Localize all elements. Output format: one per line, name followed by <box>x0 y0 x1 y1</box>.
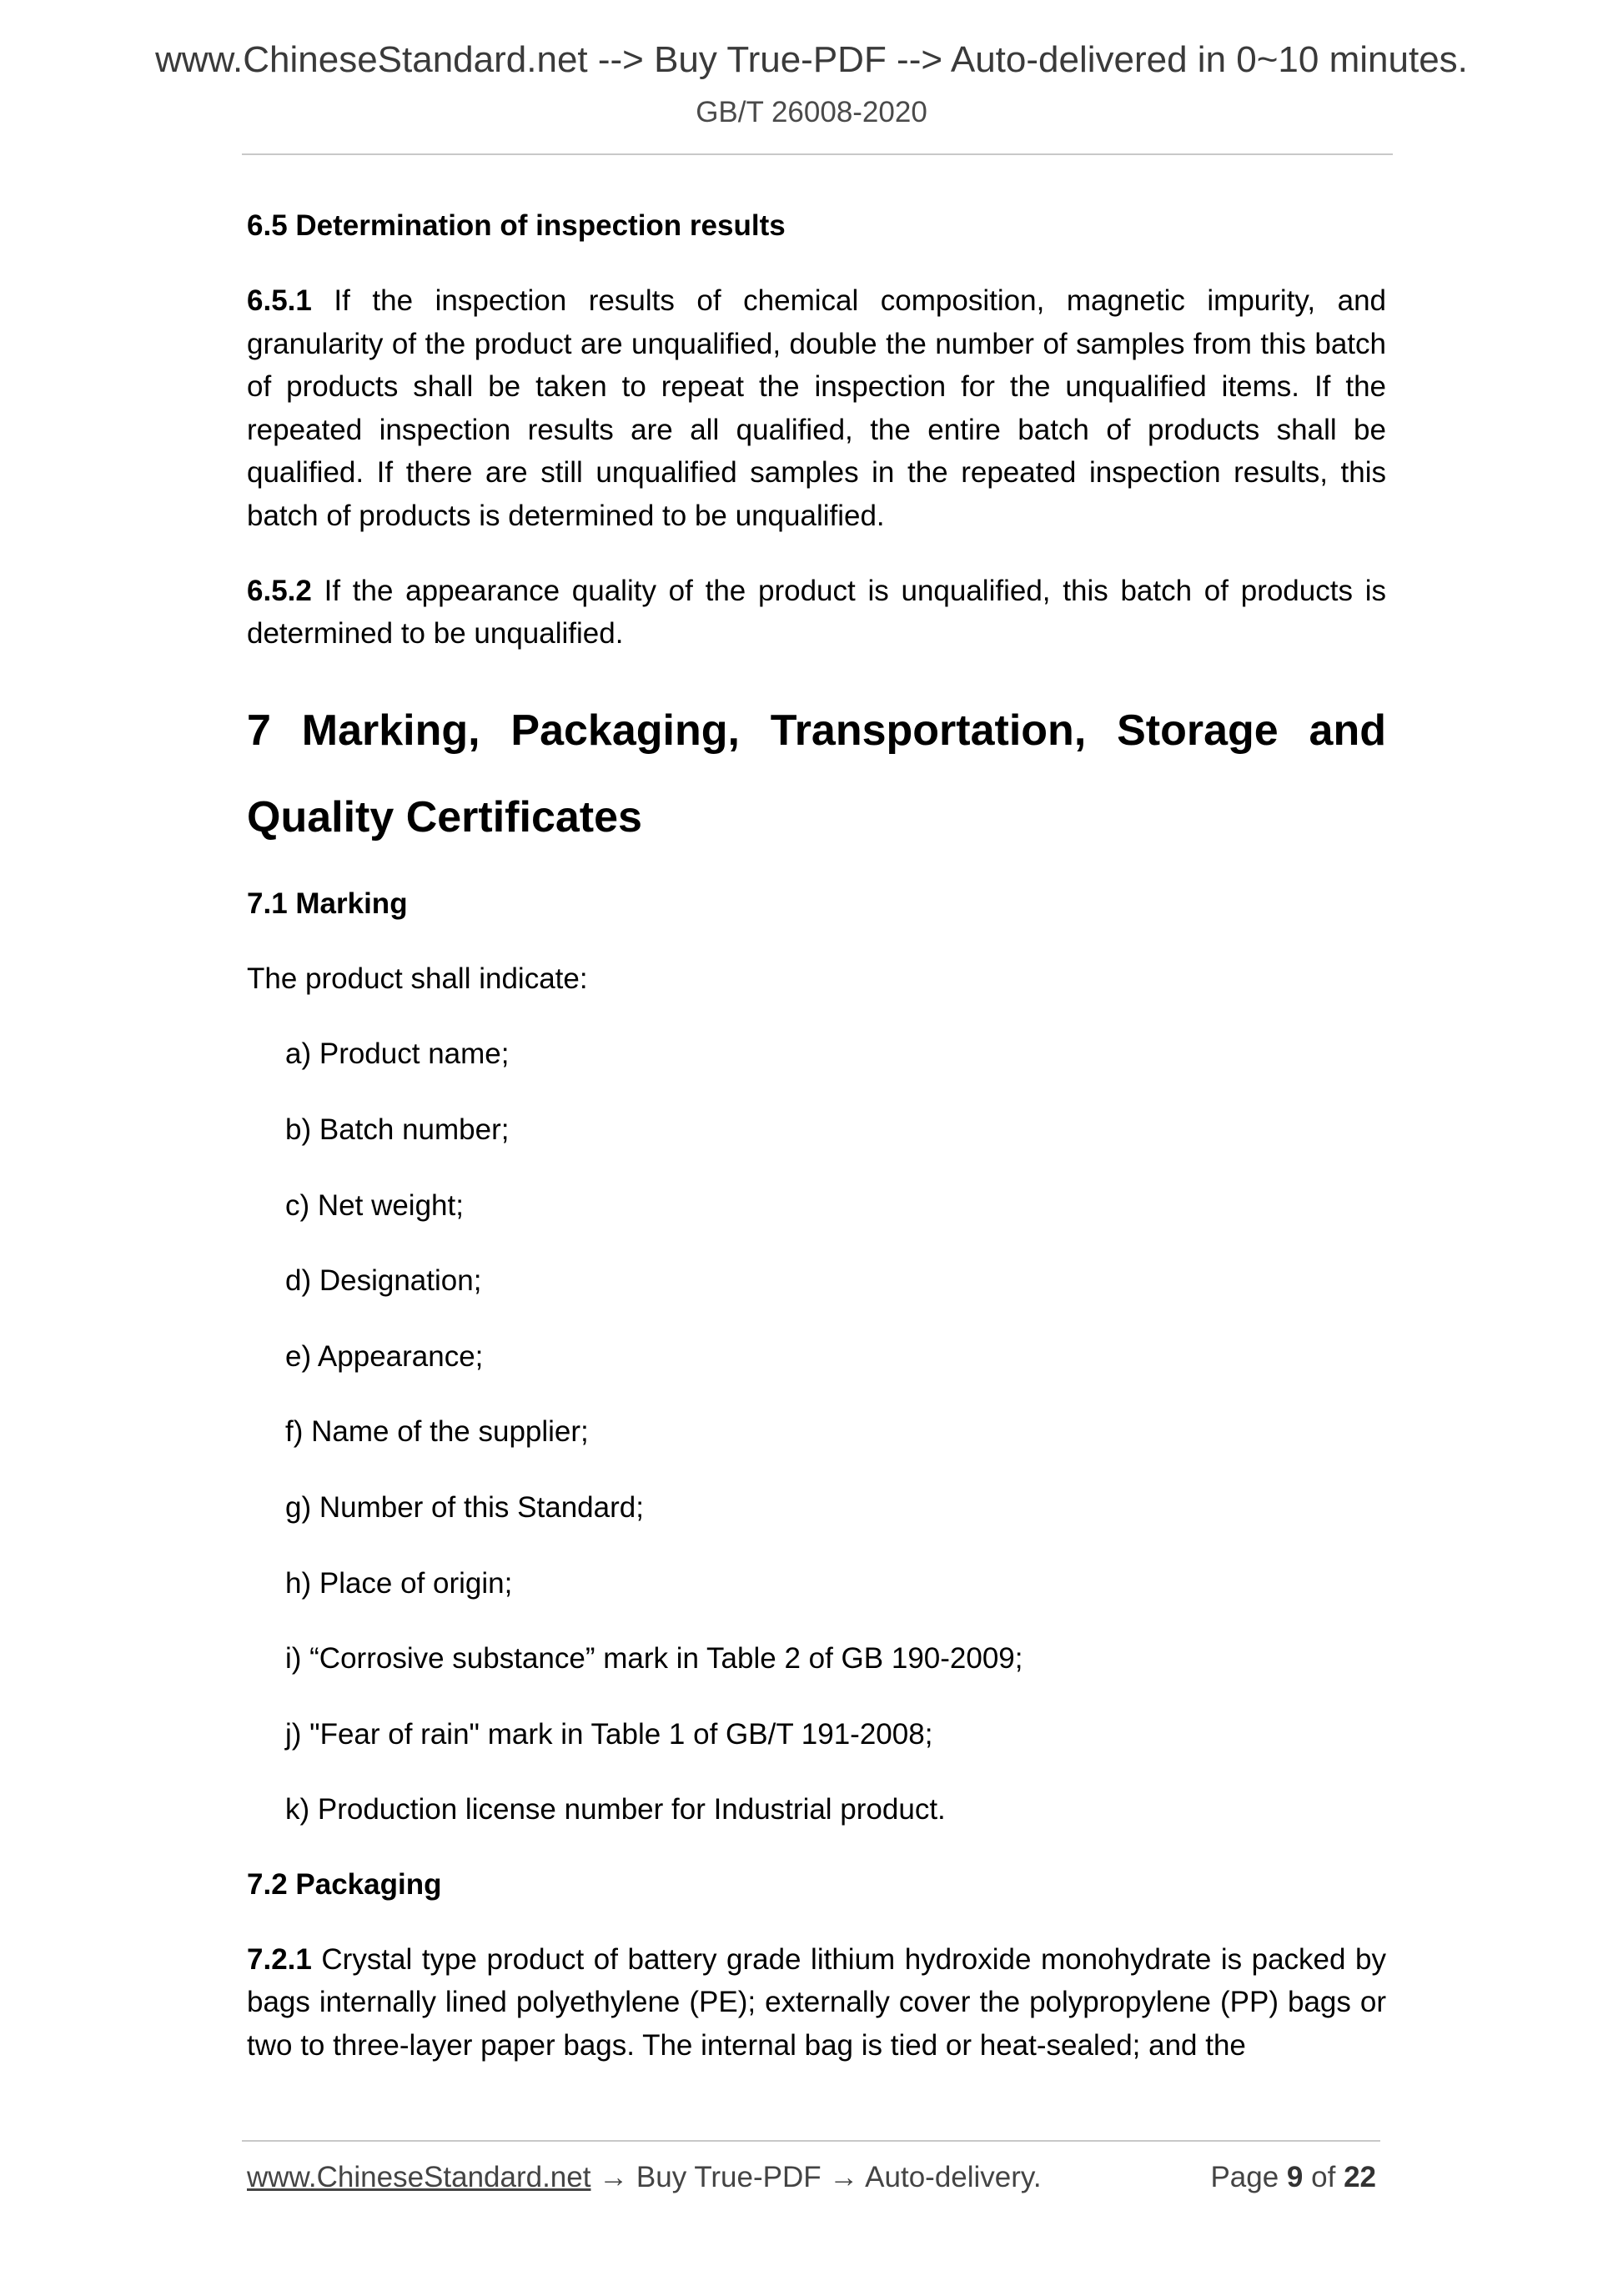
footer-divider <box>242 2140 1380 2142</box>
list-item: f) Name of the supplier; <box>285 1415 589 1449</box>
list-item: b) Batch number; <box>285 1113 510 1146</box>
section-6-5-heading: 6.5 Determination of inspection results <box>247 209 786 242</box>
clause-number: 7.2.1 <box>247 1942 312 1976</box>
list-item: g) Number of this Standard; <box>285 1490 644 1524</box>
clause-text: If the appearance quality of the product is unqualified, this batch of products is determined to be unqualified. <box>247 574 1386 651</box>
total-pages: 22 <box>1344 2161 1376 2193</box>
marking-list <box>247 1032 1386 1831</box>
marking-intro: The product shall indicate: <box>247 962 588 995</box>
paragraph-6-5-1 <box>247 279 1386 538</box>
list-item: c) Net weight; <box>285 1188 464 1222</box>
list-item: h) Place of origin; <box>285 1566 513 1600</box>
list-item: i) “Corrosive substance” mark in Table 2 of GB 190-2009; <box>285 1642 1023 1676</box>
footer-link[interactable]: www.ChineseStandard.net <box>247 2161 591 2193</box>
page-indicator <box>1210 2160 1376 2195</box>
page-number: 9 <box>1286 2161 1304 2193</box>
paragraph-7-2-1 <box>247 1938 1386 2067</box>
header-divider <box>242 153 1393 155</box>
header-banner: www.ChineseStandard.net --> Buy True-PDF --> Auto-delivered in 0~10 minutes. <box>155 39 1468 80</box>
section-7-2-heading: 7.2 Packaging <box>247 1867 442 1901</box>
clause-number: 6.5.1 <box>247 284 312 317</box>
list-item: a) Product name; <box>285 1037 510 1071</box>
document-body <box>247 204 1386 2067</box>
standard-number: GB/T 26008-2020 <box>696 96 927 128</box>
list-item: d) Designation; <box>285 1264 482 1298</box>
page-label: Page <box>1210 2161 1279 2193</box>
clause-number: 6.5.2 <box>247 574 312 607</box>
paragraph-6-5-2 <box>247 570 1386 656</box>
list-item: j) "Fear of rain" mark in Table 1 of GB/T 191-2008; <box>285 1717 933 1751</box>
footer-tagline: → Buy True-PDF → Auto-delivery. <box>590 2161 1042 2193</box>
clause-text: Crystal type product of battery grade lithium hydroxide monohydrate is packed by bags internally lined polyethylene (PE); externally cover the polypropylene (PP) bags or two to three-layer paper bags. The internal bag is tied or heat-sealed; and the <box>247 1942 1386 2062</box>
section-7-1-heading: 7.1 Marking <box>247 887 408 920</box>
list-item: e) Appearance; <box>285 1339 484 1373</box>
of-label: of <box>1311 2161 1336 2193</box>
page-footer <box>247 2160 1376 2195</box>
clause-text: If the inspection results of chemical composition, magnetic impurity, and granularity of the product are unqualified, double the number of samples from this batch of products shall be taken to repeat the inspection for the unqualified items. If the repeated inspection results are all qualified, the entire batch of products shall be qualified. If there are still unqualified samples in the repeated inspection results, this batch of products is determined to be unqualified. <box>247 284 1387 532</box>
list-item: k) Production license number for Industrial product. <box>285 1793 946 1826</box>
chapter-7-heading: 7 Marking, Packaging, Transportation, Storage and Quality Certificates <box>247 706 1386 842</box>
